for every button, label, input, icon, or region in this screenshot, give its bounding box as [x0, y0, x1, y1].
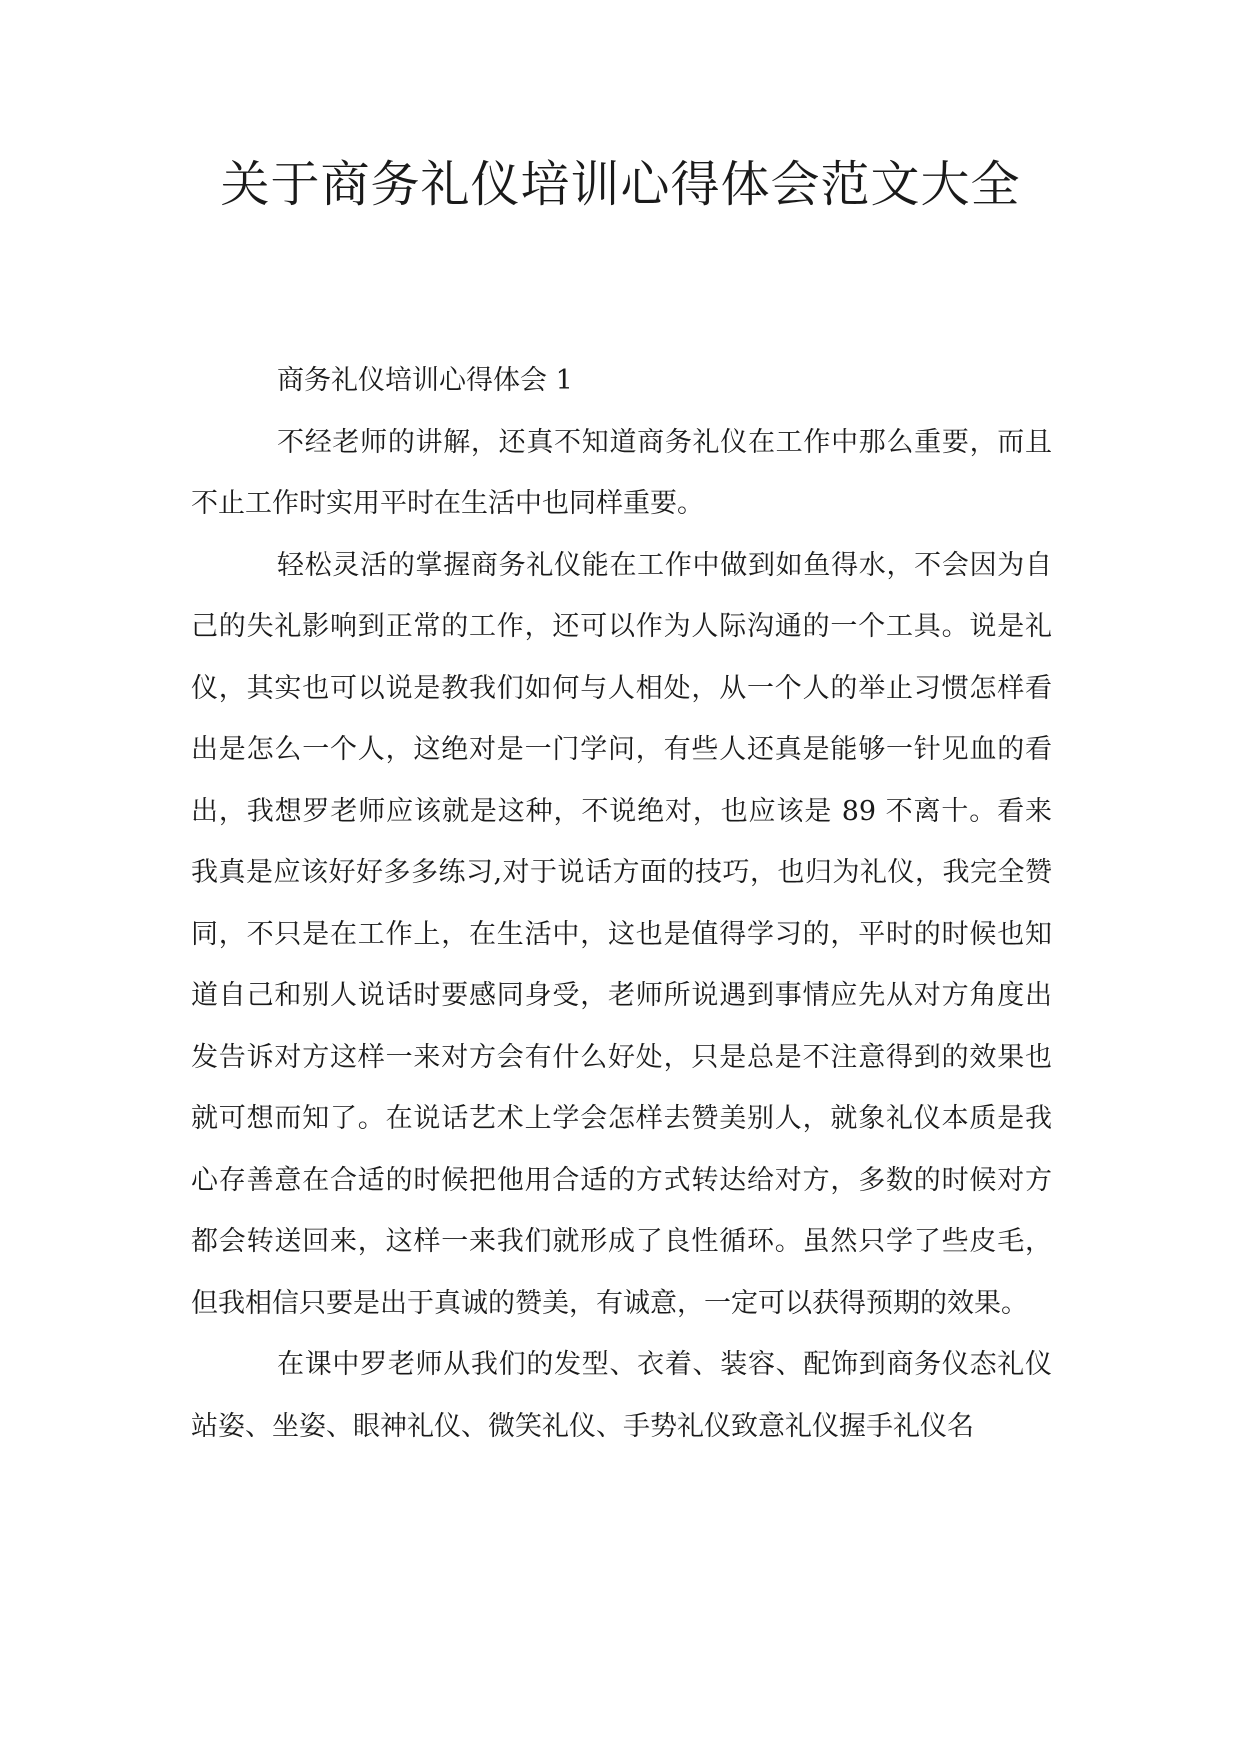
- paragraph-1: 不经老师的讲解，还真不知道商务礼仪在工作中那么重要，而且不止工作时实用平时在生活中也同样重要。: [191, 426, 1052, 519]
- document-title: 关于商务礼仪培训心得体会范文大全: [220, 156, 1021, 213]
- paragraph-2: 轻松灵活的掌握商务礼仪能在工作中做到如鱼得水，不会因为自己的失礼影响到正常的工作，还可以作为人际沟通的一个工具。说是礼仪，其实也可以说是教我们如何与人相处，从一个人的举止习惯怎样看出是怎么一个人，这绝对是一门学问，有些人还真是能够一针见血的看出，我想罗老师应该就是这种，不说绝对，也应该是 89 不离十。看来我真是应该好好多多练习,对于说话方面的技巧，也归为礼仪，我完全赞同，不只是在工作上，在生活中，这也是值得学习的，平时的时候也知道自己和别人说话时要感同身受，老师所说遇到事情应先从对方角度出发告诉对方这样一来对方会有什么好处，只是总是不注意得到的效果也就可想而知了。在说话艺术上学会怎样去赞美别人，就象礼仪本质是我心存善意在合适的时候把他用合适的方式转达给对方，多数的时候对方都会转送回来，这样一来我们就形成了良性循环。虽然只学了些皮毛，但我相信只要是出于真诚的赞美，有诚意，一定可以获得预期的效果。: [191, 549, 1052, 1319]
- section-heading: 商务礼仪培训心得体会 1: [277, 365, 573, 396]
- document-body: [191, 350, 1052, 1457]
- paragraph-3: 在课中罗老师从我们的发型、衣着、装容、配饰到商务仪态礼仪站姿、坐姿、眼神礼仪、微笑礼仪、手势礼仪致意礼仪握手礼仪名: [191, 1349, 1052, 1442]
